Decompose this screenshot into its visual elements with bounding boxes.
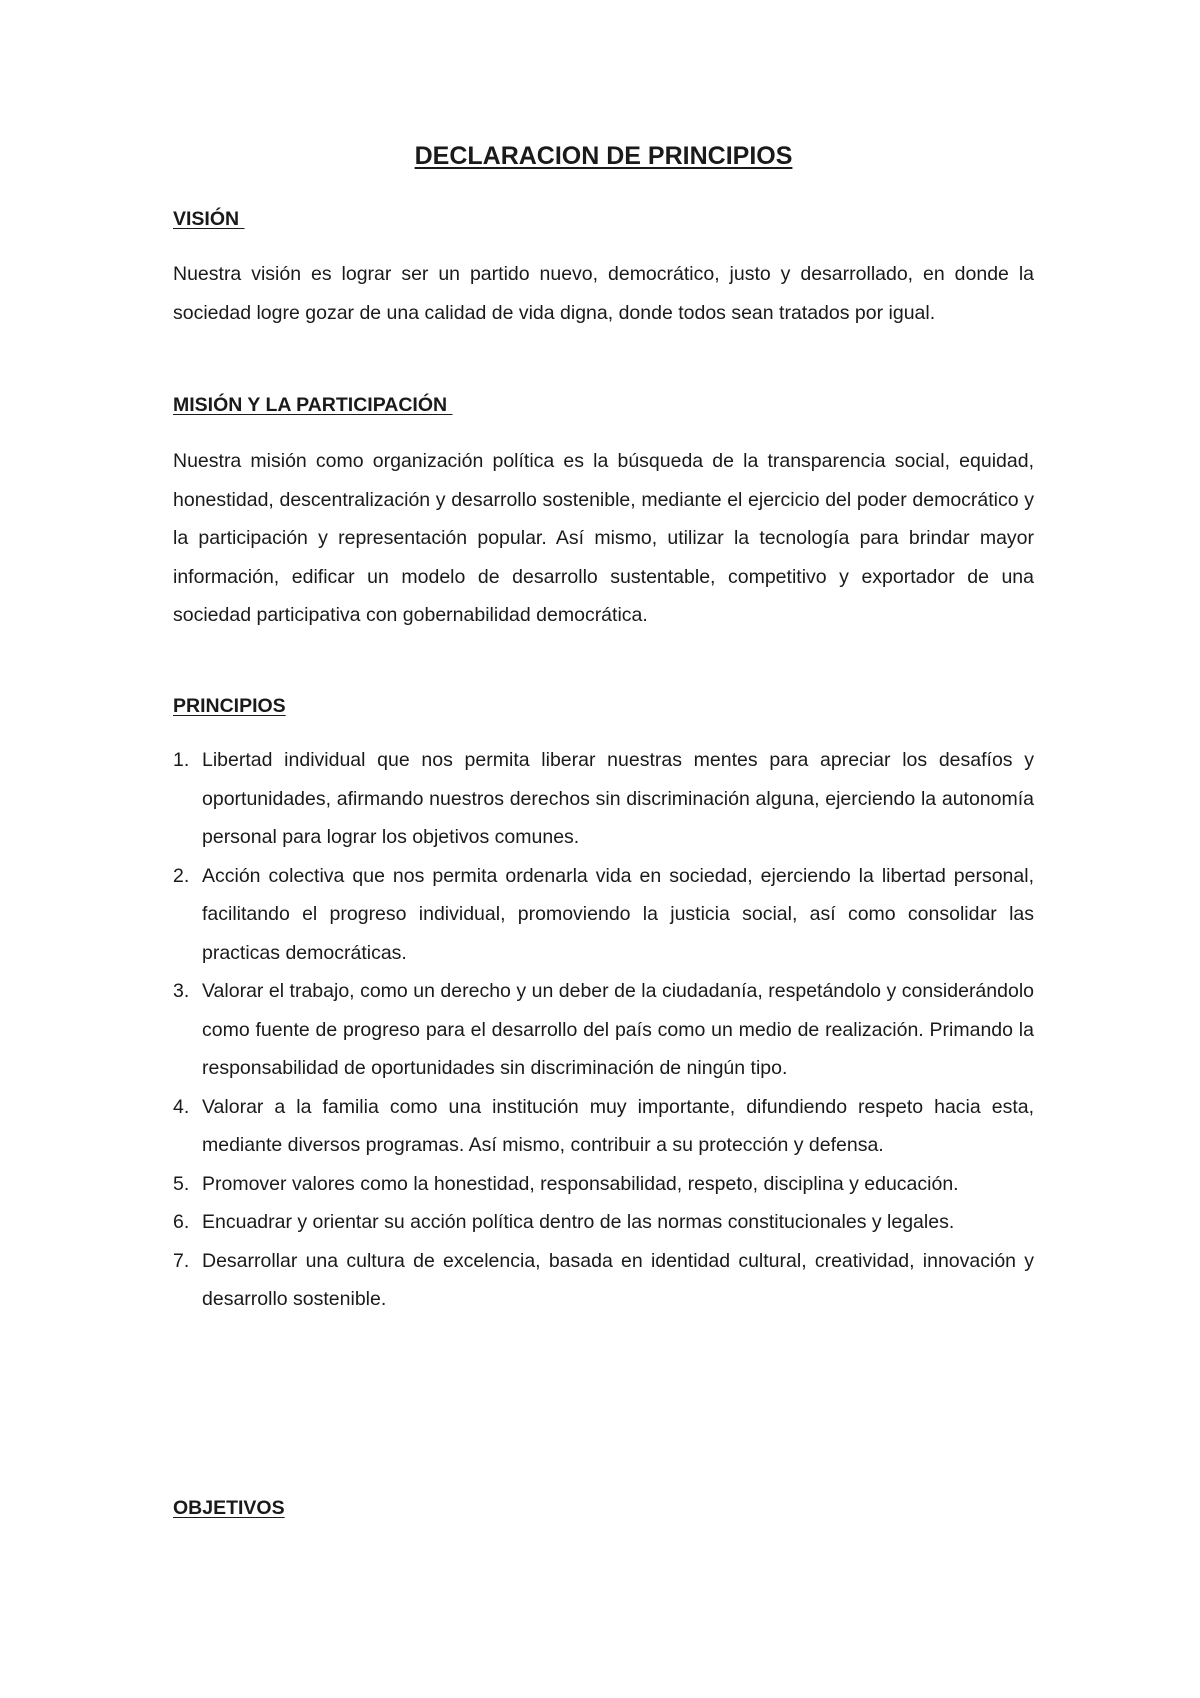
principios-heading: PRINCIPIOS [173,695,286,717]
vision-paragraph: Nuestra visión es lograr ser un partido nuevo, democrático, justo y desarrollado, en donde la sociedad logre gozar de una calidad de vida digna, donde todos sean tratados por igual. [173,263,1034,324]
list-item-text: Encuadrar y orientar su acción política dentro de las normas constitucionales y legales. [202,1211,955,1233]
list-item-number: 7. [173,1249,190,1272]
list-item-text: Acción colectiva que nos permita ordenarla vida en sociedad, ejerciendo la libertad personal, facilitando el progreso individual, promoviendo la justicia social, así como consolidar las practicas democráticas. [202,864,1034,964]
vision-heading: VISIÓN [173,208,245,230]
list-item [173,1088,1034,1165]
list-item-number: 2. [173,864,190,887]
list-item-text: Libertad individual que nos permita liberar nuestras mentes para apreciar los desafíos y oportunidades, afirmando nuestros derechos sin discriminación alguna, ejerciendo la autonomía personal para lograr los objetivos comunes. [202,749,1034,848]
mision-paragraph: Nuestra misión como organización política es la búsqueda de la transparencia social, equidad, honestidad, descentralización y desarrollo sostenible, mediante el ejercicio del poder democrático y la participación y representación popular. Así mismo, utilizar la tecnología para brindar mayor información, edificar un modelo de desarrollo sustentable, competitivo y exportador de una sociedad participativa con gobernabilidad democrática. [173,450,1034,626]
principios-list [173,741,1034,1319]
list-item-number: 6. [173,1211,190,1233]
mision-heading: MISIÓN Y LA PARTICIPACIÓN [173,394,453,416]
list-item [173,741,1034,857]
list-item [173,972,1034,1088]
list-item-number: 1. [173,749,190,771]
list-item [173,1165,1034,1204]
list-item [173,1203,1034,1242]
list-item [173,1242,1034,1319]
list-item-text: Promover valores como la honestidad, responsabilidad, respeto, disciplina y educación. [202,1172,959,1195]
objetivos-heading: OBJETIVOS [173,1497,285,1519]
list-item-text: Valorar el trabajo, como un derecho y un deber de la ciudadanía, respetándolo y considerándolo como fuente de progreso para el desarrollo del país como un medio de realización. Primando la responsabilidad de oportunidades sin discriminación de ningún tipo. [202,980,1034,1079]
list-item-number: 4. [173,1095,190,1118]
list-item-text: Valorar a la familia como una institución muy importante, difundiendo respeto hacia esta, mediante diversos programas. Así mismo, contribuir a su protección y defensa. [202,1095,1034,1156]
list-item [173,857,1034,973]
document-title: DECLARACION DE PRINCIPIOS [414,142,793,170]
list-item-text: Desarrollar una cultura de excelencia, basada en identidad cultural, creatividad, innovación y desarrollo sostenible. [202,1249,1034,1310]
list-item-number: 3. [173,980,190,1002]
list-item-number: 5. [173,1172,190,1195]
